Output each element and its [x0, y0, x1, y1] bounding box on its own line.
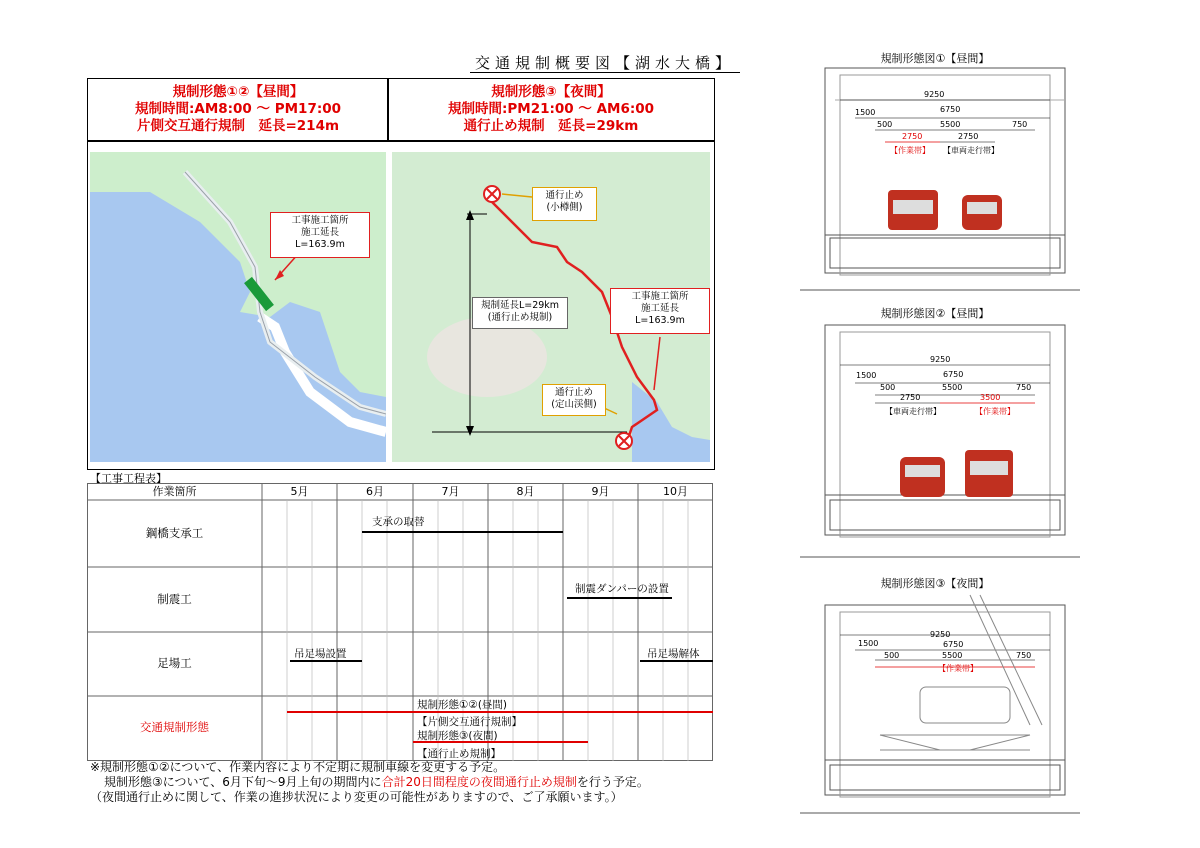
dim: 5500: [942, 651, 963, 660]
callout-line: 施工延長: [300, 227, 339, 238]
note-2b: 合計20日間程度の夜間通行止め規制: [381, 775, 577, 789]
section-2: [780, 305, 1090, 565]
dim: 6750: [943, 640, 964, 649]
note-2c: を行う予定。: [576, 775, 649, 789]
callout-line: (小樽側): [546, 202, 583, 213]
bar-label: 吊足場解体: [647, 648, 700, 660]
dim: 1500: [858, 639, 879, 648]
page-title: 交通規制概要図【湖水大橋】: [470, 52, 740, 73]
left-header-line2: 規制時間:AM8:00 ～ PM17:00: [134, 101, 342, 117]
section-3: [780, 575, 1090, 820]
note-2a: 規制形態③について、6月下旬～9月上旬の期間内に: [104, 775, 382, 789]
callout-line: 工事施工箇所: [631, 291, 689, 302]
bar-label: 【通行止め規制】: [417, 748, 501, 760]
lane-label: 【作業帯】: [938, 664, 978, 673]
section-3-drawing: [780, 575, 1090, 820]
dim: 6750: [940, 105, 961, 114]
left-map-graphic: [90, 152, 386, 462]
header-month: 8月: [516, 485, 535, 498]
section-1: [780, 50, 1090, 300]
callout-line: (通行止め規制): [487, 312, 553, 323]
row-name: 制震工: [157, 592, 192, 606]
dim: 6750: [943, 370, 964, 379]
note-2: [104, 775, 649, 790]
right-regulation-header: [387, 78, 715, 142]
callout-line: 施工延長: [640, 303, 679, 314]
row-name: 足場工: [157, 656, 192, 670]
closure-s-callout: [542, 384, 606, 416]
callout-line: 通行止め: [554, 387, 593, 398]
lane-label: 【車両走行帯】: [943, 146, 999, 155]
lane-label: 【作業帯】: [975, 407, 1015, 416]
bar-label: 規制形態①②(昼間): [417, 699, 508, 711]
right-site-callout: [610, 288, 710, 334]
bar-label: 制震ダンパーの設置: [575, 583, 669, 595]
right-header-line1: 規制形態③【夜間】: [491, 84, 611, 100]
bar-label: 支承の取替: [372, 516, 425, 528]
note-1: ※規制形態①②について、作業内容により不定期に規制車線を変更する予定。: [90, 760, 506, 774]
dim: 9250: [930, 355, 951, 364]
callout-line: 工事施工箇所: [291, 215, 349, 226]
dim: 1500: [856, 371, 877, 380]
callout-line: L=163.9m: [295, 239, 345, 250]
dim: 1500: [855, 108, 876, 117]
schedule-caption: 【工事工程表】: [90, 472, 167, 485]
right-header-line3: 通行止め規制 延長=29km: [463, 118, 639, 134]
bar-label: 吊足場設置: [294, 648, 347, 660]
row-name: 鋼橋支承工: [145, 526, 204, 540]
dim: 2750: [958, 132, 979, 141]
callout-line: 通行止め: [545, 190, 584, 201]
header-month: 5月: [290, 485, 309, 498]
right-header-line2: 規制時間:PM21:00 ～ AM6:00: [447, 101, 655, 117]
note-3: （夜間通行止めに関して、作業の進捗状況により変更の可能性がありますので、ご了承願います。）: [90, 790, 623, 804]
header-month: 10月: [663, 485, 688, 498]
section-title: 規制形態図②【昼間】: [880, 307, 990, 320]
dim: 5500: [940, 120, 961, 129]
dim: 500: [880, 383, 896, 392]
left-regulation-header: [87, 78, 389, 142]
callout-line: L=163.9m: [635, 315, 685, 326]
dim: 500: [877, 120, 893, 129]
dim: 9250: [930, 630, 951, 639]
lane-label: 【車両走行帯】: [885, 407, 941, 416]
header-month: 6月: [366, 485, 384, 498]
callout-line: 規制延長L=29km: [480, 300, 560, 311]
left-site-callout: [270, 212, 370, 258]
dim: 750: [1016, 383, 1032, 392]
header-month: 7月: [441, 485, 460, 498]
closure-length-callout: [472, 297, 568, 329]
left-header-line3: 片側交互通行規制 延長=214m: [136, 118, 340, 134]
right-map: [392, 152, 710, 462]
section-1-drawing: [780, 50, 1090, 300]
dim: 5500: [942, 383, 963, 392]
section-title: 規制形態図①【昼間】: [880, 52, 990, 65]
bar-label: 【片側交互通行規制】: [417, 716, 522, 728]
section-2-drawing: [780, 305, 1090, 565]
dim: 2750: [902, 132, 923, 141]
dim: 9250: [924, 90, 945, 99]
row-name: 交通規制形態: [140, 720, 209, 734]
dim: 2750: [900, 393, 921, 402]
callout-line: (定山渓側): [551, 399, 597, 410]
bar-label: 規制形態③(夜間): [417, 730, 498, 742]
dim: 3500: [980, 393, 1001, 402]
schedule-table: [87, 483, 713, 761]
header-work-location: 作業箇所: [152, 485, 197, 498]
header-month: 9月: [591, 485, 610, 498]
lane-label: 【作業帯】: [890, 146, 930, 155]
closure-n-callout: [532, 187, 597, 221]
dim: 750: [1012, 120, 1028, 129]
dim: 500: [884, 651, 900, 660]
left-map: [90, 152, 386, 462]
section-title: 規制形態図③【夜間】: [880, 577, 990, 590]
left-header-line1: 規制形態①②【昼間】: [172, 84, 304, 100]
dim: 750: [1016, 651, 1032, 660]
